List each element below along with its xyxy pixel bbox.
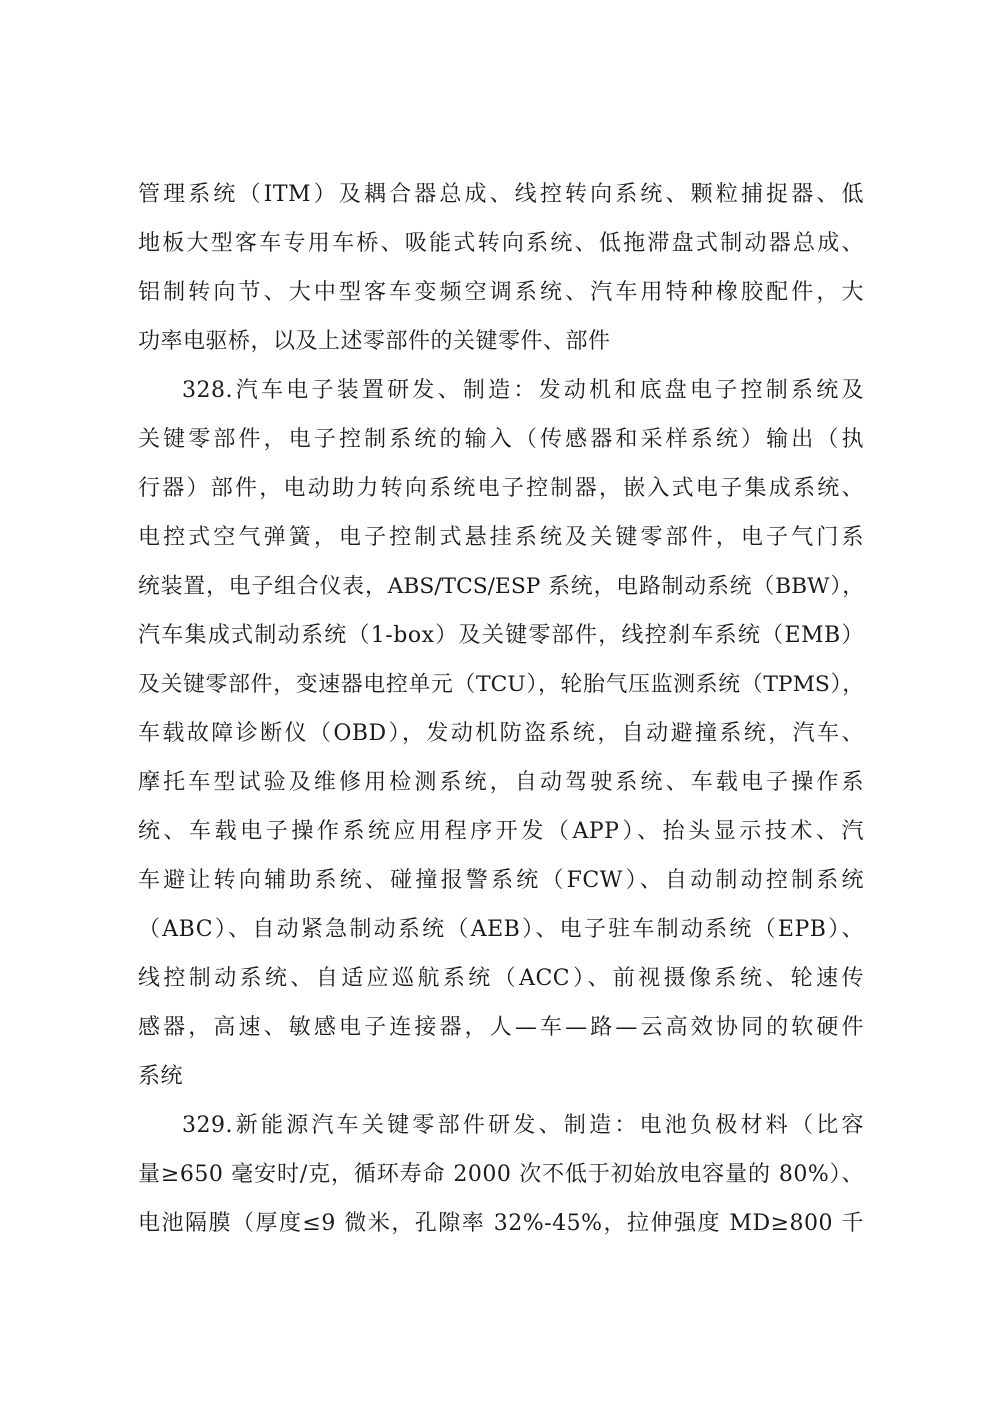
text-line: 系统	[138, 1064, 184, 1089]
text-line: 摩托车型试验及维修用检测系统，自动驾驶系统、车载电子操作系	[138, 770, 864, 795]
text-line: 车避让转向辅助系统、碰撞报警系统（FCW）、自动制动控制系统	[138, 868, 864, 893]
text-line: 关键零部件，电子控制系统的输入（传感器和采样系统）输出（执	[138, 427, 864, 452]
text-line: 量≥650 毫安时/克，循环寿命 2000 次不低于初始放电容量的 80%）、	[138, 1162, 864, 1187]
body-text	[138, 170, 864, 1248]
text-line: 329.新能源汽车关键零部件研发、制造：电池负极材料（比容	[182, 1113, 864, 1138]
text-line: 电控式空气弹簧，电子控制式悬挂系统及关键零部件，电子气门系	[138, 525, 864, 550]
text-line: 感器，高速、敏感电子连接器，人—车—路—云高效协同的软硬件	[138, 1015, 864, 1040]
text-line: 汽车集成式制动系统（1-box）及关键零部件，线控刹车系统（EMB）	[138, 623, 864, 648]
text-line: 电池隔膜（厚度≤9 微米，孔隙率 32%-45%，拉伸强度 MD≥800 千	[138, 1211, 864, 1236]
text-line: 功率电驱桥，以及上述零部件的关键零件、部件	[138, 329, 611, 354]
text-line: 铝制转向节、大中型客车变频空调系统、汽车用特种橡胶配件，大	[138, 280, 864, 305]
text-line: 线控制动系统、自适应巡航系统（ACC）、前视摄像系统、轮速传	[138, 966, 864, 991]
text-line: （ABC）、自动紧急制动系统（AEB）、电子驻车制动系统（EPB）、	[138, 917, 864, 942]
text-line: 及关键零部件，变速器电控单元（TCU），轮胎气压监测系统（TPMS），	[138, 672, 864, 697]
text-line: 地板大型客车专用车桥、吸能式转向系统、低拖滞盘式制动器总成、	[138, 231, 864, 256]
text-line: 行器）部件，电动助力转向系统电子控制器，嵌入式电子集成系统、	[138, 476, 864, 501]
text-line: 统装置，电子组合仪表，ABS/TCS/ESP 系统，电路制动系统（BBW），	[138, 574, 864, 599]
text-line: 管理系统（ITM）及耦合器总成、线控转向系统、颗粒捕捉器、低	[138, 182, 864, 207]
text-line: 328.汽车电子装置研发、制造：发动机和底盘电子控制系统及	[182, 378, 864, 403]
text-line: 车载故障诊断仪（OBD），发动机防盗系统，自动避撞系统，汽车、	[138, 721, 864, 746]
text-line: 统、车载电子操作系统应用程序开发（APP）、抬头显示技术、汽	[138, 819, 864, 844]
